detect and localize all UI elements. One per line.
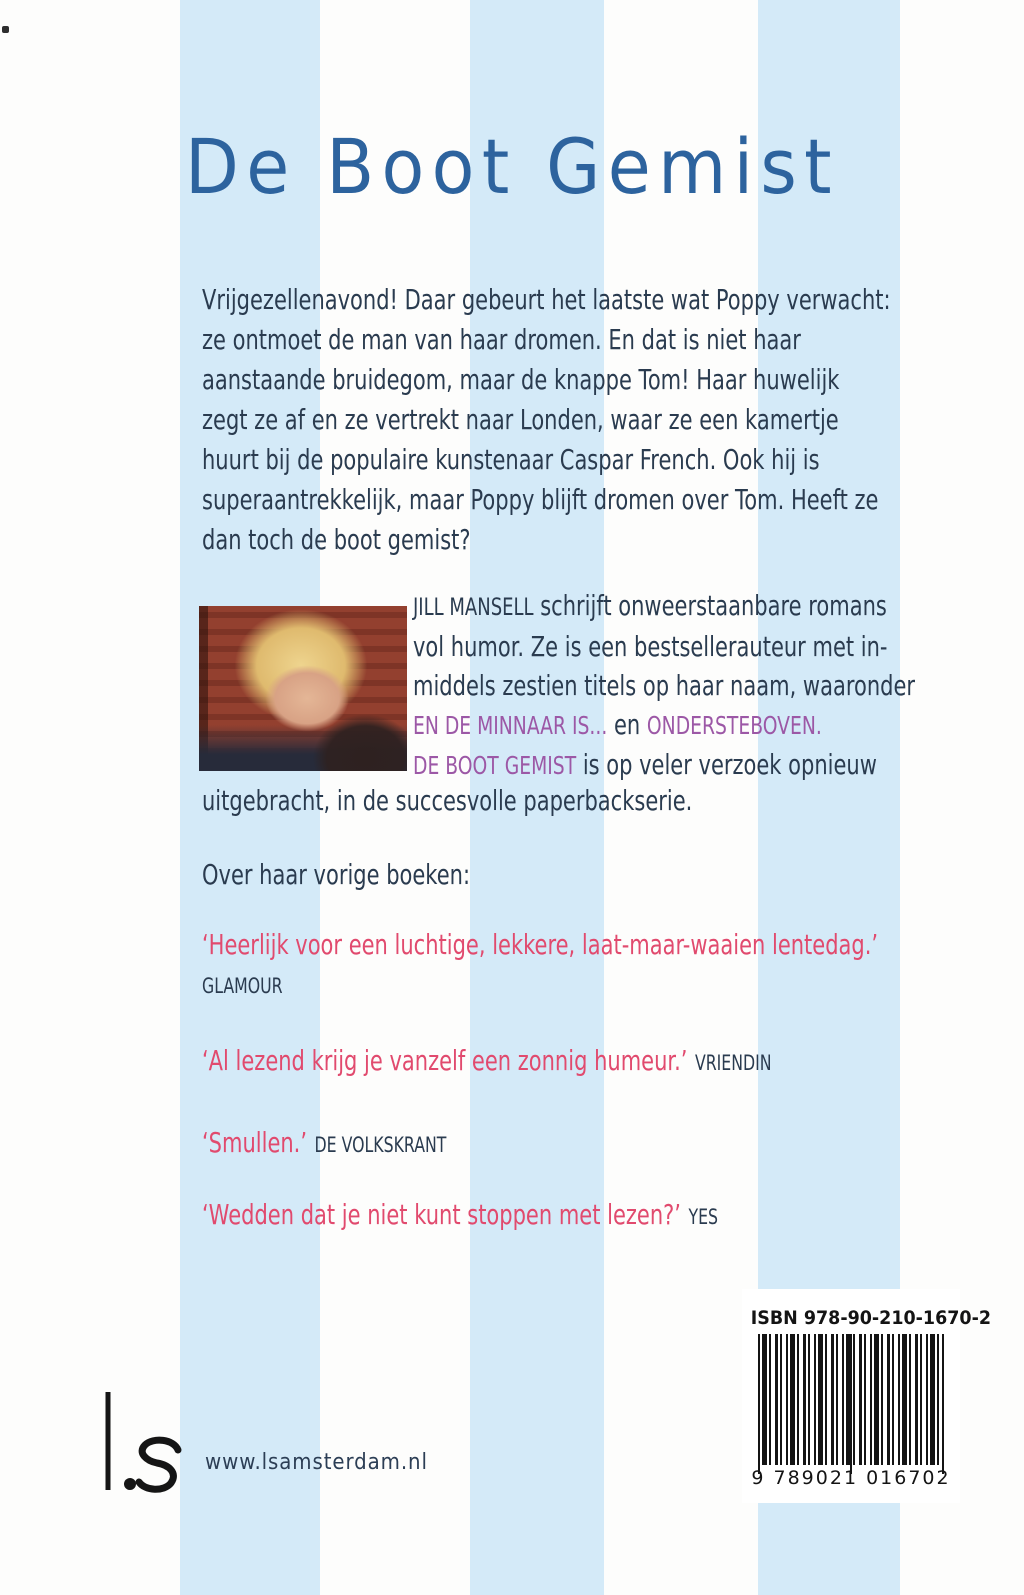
bio-text: is op veler verzoek opnieuw: [576, 748, 877, 781]
bio-line: uitgebracht, in de succesvolle paperbackserie.: [202, 784, 693, 817]
synopsis-line: dan toch de boot gemist?: [202, 523, 471, 556]
book-title-minnaar: EN DE MINNAAR IS...: [413, 711, 608, 740]
author-name: JILL MANSELL: [413, 593, 534, 621]
review-quote-text: ‘Al lezend krijg je vanzelf een zonnig humeur.’: [202, 1044, 688, 1077]
synopsis-line: superaantrekkelijk, maar Poppy blijft dromen over Tom. Heeft ze: [202, 483, 879, 516]
reviews-heading: Over haar vorige boeken:: [202, 858, 471, 891]
bio-line: middels zestien titels op haar naam, waaronder: [413, 669, 916, 702]
bio-line: [413, 745, 915, 785]
isbn-label: ISBN 978-90-210-1670-2: [750, 1307, 991, 1329]
publisher-logo-mark: [100, 1388, 186, 1496]
review-quote: [202, 1198, 718, 1231]
review-quote: [202, 1044, 772, 1077]
bio-line: [413, 586, 915, 627]
publisher-logo: [100, 1388, 186, 1500]
synopsis-line: zegt ze af en ze vertrekt naar Londen, waar ze een kamertje: [202, 403, 839, 436]
synopsis-line: huurt bij de populaire kunstenaar Caspar French. Ook hij is: [202, 443, 820, 476]
synopsis: [202, 280, 1024, 560]
book-title-boot-gemist: DE BOOT GEMIST: [413, 751, 577, 780]
barcode-guard: [758, 1334, 760, 1474]
review-source: GLAMOUR: [202, 974, 283, 998]
author-photo: [199, 606, 407, 771]
book-title: De Boot Gemist: [185, 122, 839, 211]
review-quote-text: ‘Wedden dat je niet kunt stoppen met lezen?’: [202, 1198, 681, 1231]
synopsis-line: Vrijgezellenavond! Daar gebeurt het laatste wat Poppy verwacht:: [202, 283, 891, 316]
review-source: DE VOLKSKRANT: [314, 1133, 447, 1157]
publisher-website: www.lsamsterdam.nl: [205, 1450, 428, 1475]
barcode-block: [742, 1289, 991, 1503]
review-source: YES: [688, 1205, 719, 1229]
book-title-ondersteboven: ONDERSTEBOVEN.: [646, 711, 822, 740]
barcode-number: 9 789021 016702: [751, 1467, 951, 1489]
scan-artifact: [2, 26, 9, 33]
review-source: VRIENDIN: [694, 1051, 772, 1075]
synopsis-line: aanstaande bruidegom, maar de knappe Tom! Haar huwelijk: [202, 363, 840, 396]
bio-line: vol humor. Ze is een bestsellerauteur met in-: [413, 630, 888, 663]
bio-text: en: [607, 708, 647, 741]
bio-line: [413, 705, 915, 745]
synopsis-line: ze ontmoet de man van haar dromen. En dat is niet haar: [202, 323, 801, 356]
review-quote: [202, 1126, 446, 1159]
barcode-guard: [942, 1334, 944, 1474]
review-quote-text: ‘Smullen.’: [202, 1126, 308, 1159]
review-quote: ‘Heerlijk voor een luchtige, lekkere, laat-maar-waaien lentedag.’: [202, 928, 879, 961]
barcode-guard: [850, 1334, 852, 1474]
author-bio: [413, 586, 1024, 785]
bio-text: schrijft onweerstaanbare romans: [533, 589, 887, 622]
